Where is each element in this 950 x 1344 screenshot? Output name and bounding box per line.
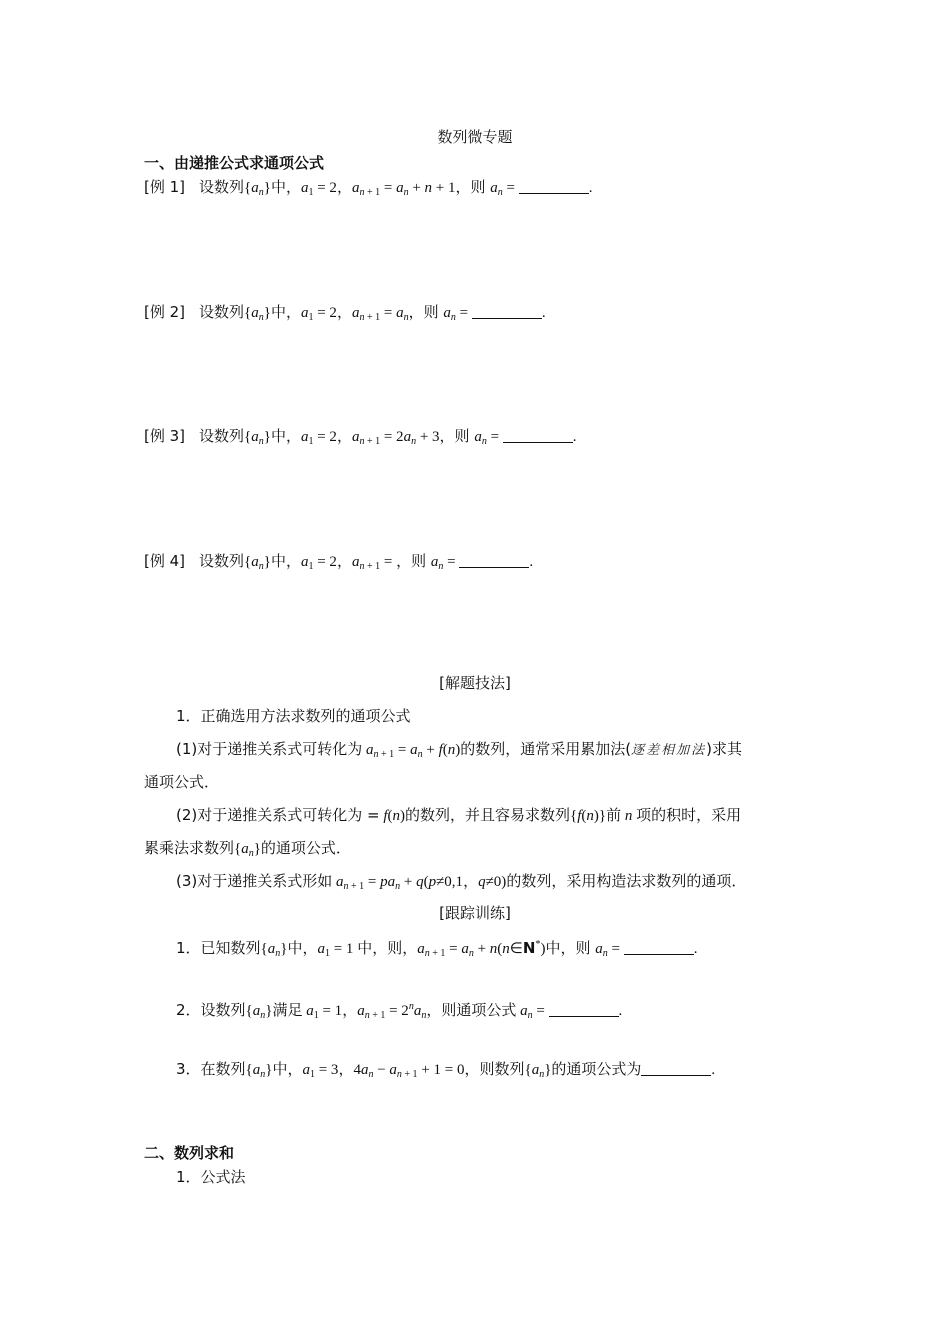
method-p1-pre: (1)对于递推关系式可转化为 <box>176 740 363 758</box>
training-q1-pre: 1．已知数列 <box>176 939 261 957</box>
answer-blank <box>519 179 589 194</box>
answer-blank <box>641 1061 711 1076</box>
training-q3-mid: 中， <box>272 1060 303 1078</box>
training-q3: 3．在数列$\{a_n\}$中，$a_1 = 3$，$4a_n - a_n$ $_{+ 1}$ + 1 = 0，则数列$\{a_n\}$的通项公式为 . <box>176 1060 716 1080</box>
example-2-lead: 设数列 <box>199 303 245 321</box>
method-p3-post: 的数列，采用构造法求数列的通项． <box>506 872 747 890</box>
training-heading: [跟踪训练] <box>439 904 511 922</box>
method-p2-mid: 的数列，并且容易求数列 <box>405 806 571 824</box>
method-heading: [解题技法] <box>439 674 511 692</box>
example-3: [例 3] 设数列$\{a_n\}$中，$a_1 = 2$，$a_n$ $_{+ 1} = 2a_n + 3$，则 $a_n$ = . <box>144 427 577 447</box>
method-p1-post: )求其 <box>706 740 742 758</box>
answer-blank <box>459 553 529 568</box>
example-2: [例 2] 设数列$\{a_n\}$中，$a_1 = 2$，$a_n$ $_{+ 1} = a_n$，则 $a_n$ = . <box>144 303 546 323</box>
answer-blank <box>549 1002 619 1017</box>
training-q1: 1．已知数列$\{a_n\}$中，$a_1 = 1$ 中，则，$a_n$ $_{+ 1} = a_n$ + n(n∈N*)中，则 $a_n$ = . <box>176 939 698 959</box>
training-q2-pre: 2．设数列 <box>176 1001 246 1019</box>
section-2-heading: 二、数列求和 <box>144 1144 235 1162</box>
method-p2-mid2: 前 <box>606 806 622 824</box>
answer-blank <box>503 428 573 443</box>
example-4-label: [例 4] <box>144 552 186 570</box>
method-p3-pre: (3)对于递推关系式形如 <box>176 872 333 890</box>
example-3-label: [例 3] <box>144 427 186 445</box>
training-q1-mid: 中， <box>287 939 318 957</box>
example-3-lead: 设数列 <box>199 427 245 445</box>
method-p1-continuation: 通项公式． <box>144 773 220 791</box>
example-1-label: [例 1] <box>144 178 186 196</box>
example-4-lead: 设数列 <box>199 552 245 570</box>
method-p2: (2)对于递推关系式可转化为 = f(n)的数列，并且容易求数列{f(n)}前 n 项的积时，采用 <box>176 806 742 824</box>
section-2-item-1: 1．公式法 <box>176 1168 246 1186</box>
training-q2: 2．设数列$\{a_n\}$满足 $a_1 = 1$，$a_n$ $_{+ 1} = 2^na_n$，则通项公式 $a_n$ = . <box>176 1001 623 1021</box>
method-p2-pre: (2)对于递推关系式可转化为 = <box>176 806 380 824</box>
page-title: 数列微专题 <box>437 128 513 146</box>
method-p1: (1)对于递推关系式可转化为 $a_n$ $_{+ 1} = a_n + f(n)$的数列，通常采用累加法(逐差相加法)求其 <box>176 740 742 760</box>
training-q1-post: 中，则 <box>357 939 403 957</box>
method-p2-continuation: 累乘法求数列$\{a_n\}$的通项公式． <box>144 839 351 859</box>
section-1-heading: 一、由递推公式求通项公式 <box>144 154 325 172</box>
method-p2-cont-pre: 累乘法求数列 <box>144 839 235 857</box>
method-p3: (3)对于递推关系式形如 $a_n$ $_{+ 1} = pa_n + q(p\ne 0,1$，q≠0)的数列，采用构造法求数列的通项． <box>176 872 747 892</box>
example-4: [例 4] 设数列$\{a_n\}$中，$a_1 = 2$，$a_n$ $_{+ 1}$ = ，则 $a_n$ = . <box>144 552 534 572</box>
method-p2-cont-post: 的通项公式． <box>260 839 351 857</box>
method-item-1: 1．正确选用方法求数列的通项公式 <box>176 707 411 725</box>
training-q3-pre: 3．在数列 <box>176 1060 246 1078</box>
answer-blank <box>624 940 694 955</box>
training-q2-post: ，则通项公式 <box>426 1001 517 1019</box>
method-p1-handwritten: 逐差相加法 <box>631 743 707 758</box>
example-1: [例 1] 设数列$\{a_n\}$中，$a_1 = 2$，$a_n$ $_{+ 1} = a_n + n + 1$，则 $a_n$ = . <box>144 178 593 198</box>
answer-blank <box>472 304 542 319</box>
method-p1-mid: 的数列，通常采用累加法( <box>460 740 632 758</box>
training-q3-post: ，则数列 <box>464 1060 525 1078</box>
method-p2-post: 项的积时，采用 <box>636 806 742 824</box>
example-1-lead: 设数列 <box>199 178 245 196</box>
training-q3-end: 的通项公式为 <box>551 1060 642 1078</box>
example-2-label: [例 2] <box>144 303 186 321</box>
training-q2-mid: 满足 <box>272 1001 303 1019</box>
